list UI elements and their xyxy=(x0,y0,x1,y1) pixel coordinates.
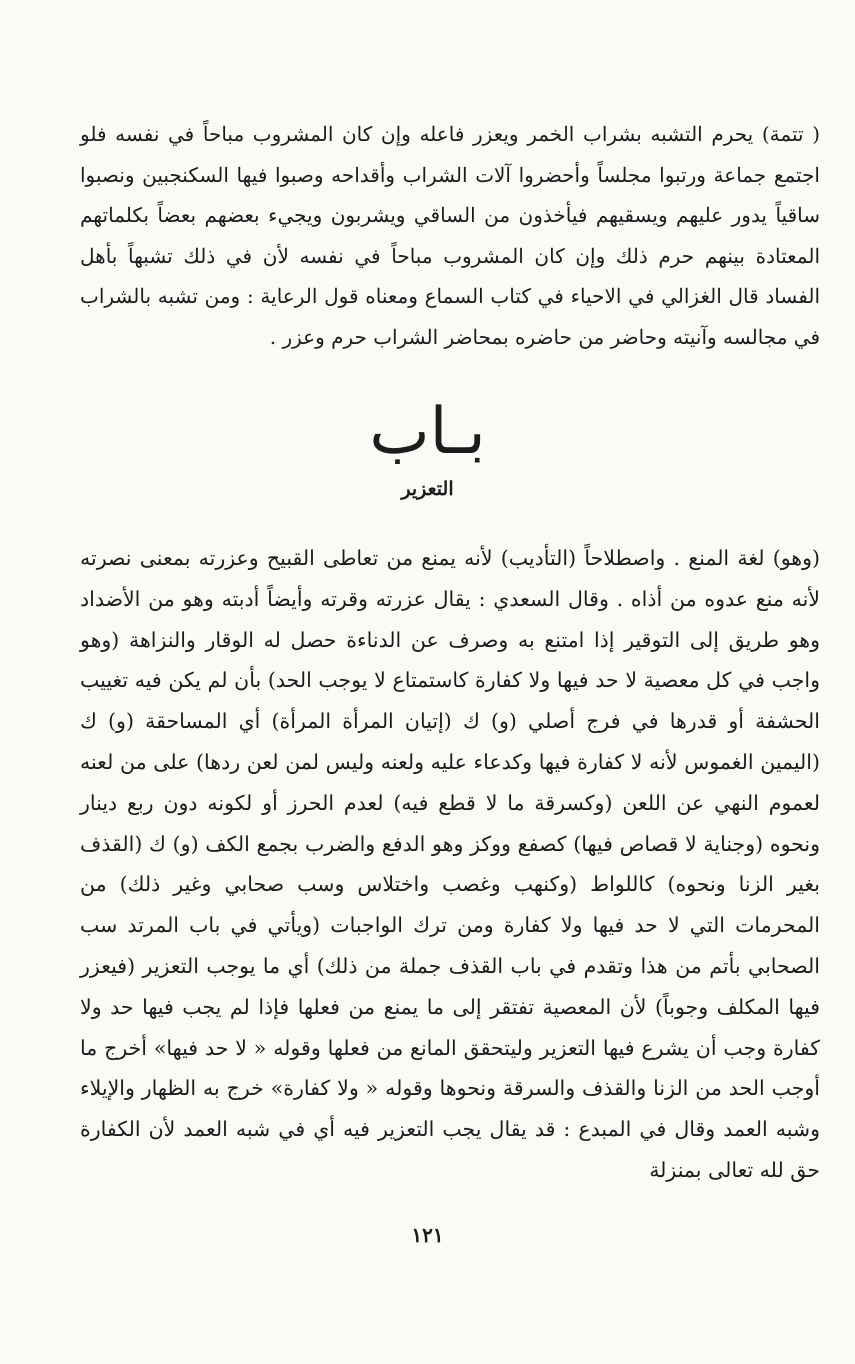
body-paragraph: (وهو) لغة المنع . واصطلاحاً (التأديب) لأنه يمنع من تعاطى القبيح وعزرته بمعنى نصرته لأنه منع عدوه من أذاه . وقال السعدي : يقال عزرته وقرته وأيضاً أدبته وهو من الأضداد وهو طريق إلى التوقير إذا امتنع به وصرف عن الدناءة حصل له الوقار والنزاهة (وهو واجب في كل معصية لا حد فيها ولا كفارة كاستمتاع لا يوجب الحد) بأن لم يكن فيه تغييب الحشفة أو قدرها في فرج أصلي (و) ك (إتيان المرأة المرأة) أي المساحقة (و) ك (اليمين الغموس لأنه لا كفارة فيها وكدعاء عليه ولعنه وليس لمن لعن ردها) على من لعنه لعموم النهي عن اللعن (وكسرقة ما لا قطع فيه) لعدم الحرز أو لكونه دون ربع دينار ونحوه (وجناية لا قصاص فيها) كصفع ووكز وهو الدفع والضرب بجمع الكف (و) ك (القذف بغير الزنا ونحوه) كاللواط (وكنهب وغصب واختلاس وسب صحابي وغير ذلك) من المحرمات التي لا حد فيها ولا كفارة ومن ترك الواجبات (ويأتي في باب المرتد سب الصحابي بأتم من هذا وتقدم في باب القذف جملة من ذلك) أي ما يوجب التعزير (فيعزر فيها المكلف وجوباً) لأن المعصية تفتقر إلى ما يمنع من فعلها فإذا لم يجب فيها حد ولا كفارة وجب أن يشرع فيها التعزير وليتحقق المانع من فعلها وقوله « لا حد فيها» أخرج ما أوجب الحد من الزنا والقذف والسرقة ونحوها وقوله « ولا كفارة» خرج به الظهار والإيلاء وشبه العمد وقال في المبدع : قد يقال يجب التعزير فيه أي في شبه العمد لأن الكفارة حق لله تعالى بمنزلة xyxy=(80,546,820,1182)
continuation-paragraph: ( تتمة) يحرم التشبه بشراب الخمر ويعزر فاعله وإن كان المشروب مباحاً في نفسه فلو اجتمع جماعة ورتبوا مجلساً وأحضروا آلات الشراب وأقداحه وصبوا فيها السكنجبين ونصبوا ساقياً يدور عليهم ويسقيهم فيأخذون من الساقي ويشربون ويجيء بعضهم بعضاً بكلماتهم المعتادة بينهم حرم ذلك وإن كان المشروب مباحاً في نفسه لأن في ذلك تشبهاً بأهل الفساد قال الغزالي في الاحياء في كتاب السماع ومعناه قول الرعاية : ومن تشبه بالشراب في مجالسه وآنيته وحاضر من حاضره بمحاضر الشراب حرم وعزر . xyxy=(80,122,820,349)
page-number: ١٢١ xyxy=(411,1223,444,1247)
chapter-heading: بـاب xyxy=(369,395,486,469)
chapter-subtitle: التعزير xyxy=(401,478,454,500)
